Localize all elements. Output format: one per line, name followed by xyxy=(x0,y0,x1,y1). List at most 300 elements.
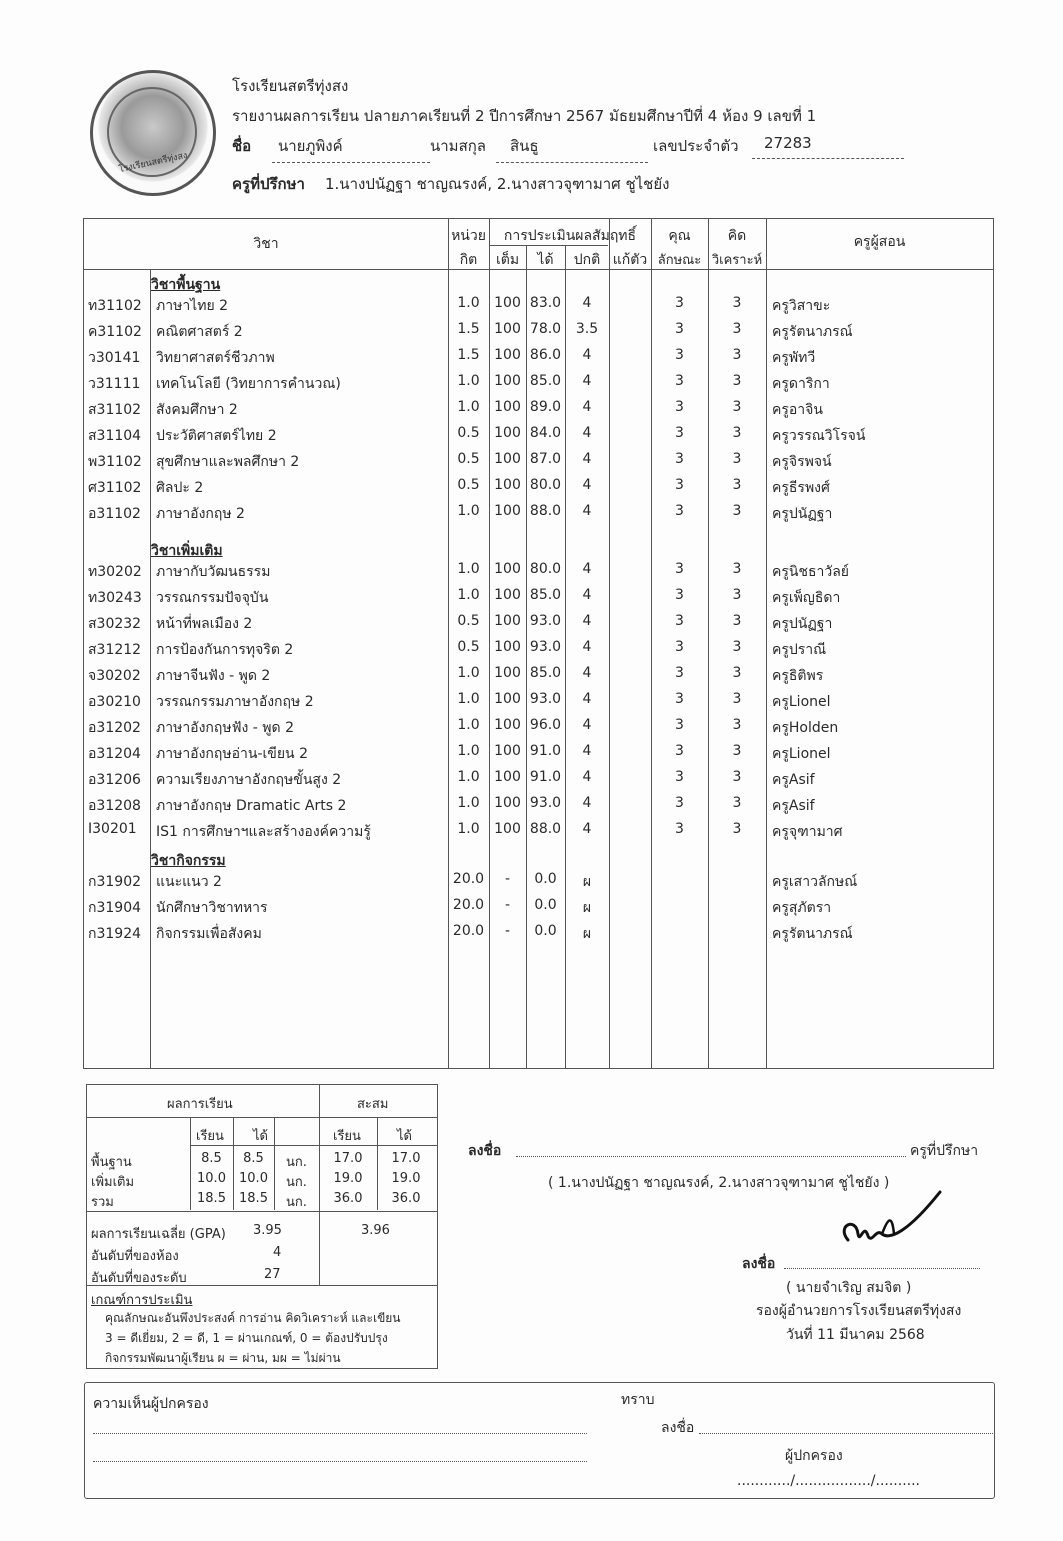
advisor-sign-label: ลงชื่อ xyxy=(468,1143,502,1159)
cell-code: ว30141 xyxy=(88,350,141,366)
criteria-line-2: 3 = ดีเยี่ยม, 2 = ดี, 1 = ผ่านเกณฑ์, 0 = ต้องปรับปรุง xyxy=(105,1331,388,1345)
summary-cell-label: เพิ่มเติม xyxy=(91,1175,135,1190)
summary-cell-acc_study: 17.0 xyxy=(333,1151,363,1166)
cell-name: สุขศึกษาและพลศึกษา 2 xyxy=(156,454,300,470)
cell-code: อ31208 xyxy=(88,798,141,814)
cell-grade: 4 xyxy=(582,477,592,493)
rank-level-value: 27 xyxy=(264,1267,281,1282)
cell-code: อ31202 xyxy=(88,720,141,736)
cell-teacher: ครูจิรพจน์ xyxy=(772,454,832,470)
header-assessment: การประเมินผลสัมฤทธิ์ xyxy=(503,228,637,244)
student-id-label: เลขประจำตัว xyxy=(653,137,739,155)
cell-char: 3 xyxy=(675,639,684,655)
cell-full: - xyxy=(504,923,511,939)
cell-char: 3 xyxy=(675,743,684,759)
cell-got: 88.0 xyxy=(529,821,562,837)
summary-acc-col-got: ได้ xyxy=(397,1129,412,1144)
summary-col-got: ได้ xyxy=(253,1129,268,1144)
parent-sign-line[interactable] xyxy=(699,1433,993,1434)
table-row xyxy=(84,321,993,345)
header-char-bottom: ลักษณะ xyxy=(657,253,702,268)
cell-full: 100 xyxy=(494,795,521,811)
table-row xyxy=(84,691,993,715)
cell-char: 3 xyxy=(675,821,684,837)
table-row xyxy=(84,373,993,397)
sign-date: วันที่ 11 มีนาคม 2568 xyxy=(786,1327,925,1343)
cell-full: 100 xyxy=(494,347,521,363)
cell-name: สังคมศึกษา 2 xyxy=(156,402,238,418)
cell-code: I30201 xyxy=(88,821,137,837)
cell-teacher: ครูสุภัตรา xyxy=(772,900,832,916)
summary-cell-acc_got: 17.0 xyxy=(391,1151,421,1166)
table-row xyxy=(84,743,993,767)
summary-cell-acc_study: 19.0 xyxy=(333,1171,363,1186)
cell-name: คณิตศาสตร์ 2 xyxy=(156,324,243,340)
cell-got: 83.0 xyxy=(529,295,562,311)
cell-grade: 4 xyxy=(582,639,592,655)
advisor-sign-line xyxy=(516,1156,906,1157)
cell-think: 3 xyxy=(732,743,742,759)
cell-name: ความเรียงภาษาอังกฤษขั้นสูง 2 xyxy=(156,772,342,788)
cell-code: ว31111 xyxy=(88,376,141,392)
header-char-top: คุณ xyxy=(668,228,691,244)
cell-unit: 1.0 xyxy=(457,795,480,811)
cell-think: 3 xyxy=(732,691,742,707)
cell-unit: 1.5 xyxy=(457,347,480,363)
cell-grade: 4 xyxy=(582,561,592,577)
cell-full: 100 xyxy=(494,821,521,837)
advisor-role: ครูที่ปรึกษา xyxy=(910,1143,979,1159)
parent-comment-label: ความเห็นผู้ปกครอง xyxy=(93,1396,209,1412)
header-unit-top: หน่วย xyxy=(451,228,486,244)
cell-think: 3 xyxy=(732,821,742,837)
header-think-bottom: วิเคราะห์ xyxy=(711,253,763,268)
cell-unit: 1.0 xyxy=(457,665,480,681)
cell-unit: 20.0 xyxy=(452,871,485,887)
cell-name: วิทยาศาสตร์ชีวภาพ xyxy=(156,350,275,366)
cell-full: 100 xyxy=(494,399,521,415)
cell-grade: 4 xyxy=(582,795,592,811)
cell-full: 100 xyxy=(494,639,521,655)
cell-code: ท30243 xyxy=(88,590,142,606)
cell-unit: 1.0 xyxy=(457,821,480,837)
cell-got: 85.0 xyxy=(529,587,562,603)
cell-grade: 4 xyxy=(582,769,592,785)
cell-full: 100 xyxy=(494,295,521,311)
cell-unit: 1.0 xyxy=(457,561,480,577)
cell-name: วรรณกรรมภาษาอังกฤษ 2 xyxy=(156,694,314,710)
cell-code: ท30202 xyxy=(88,564,142,580)
cell-name: กิจกรรมเพื่อสังคม xyxy=(156,926,262,942)
advisor-label: ครูที่ปรึกษา xyxy=(232,175,305,193)
cell-code: ก31902 xyxy=(88,874,142,890)
cell-unit: 0.5 xyxy=(457,425,480,441)
cell-unit: 0.5 xyxy=(457,613,480,629)
cell-unit: 1.0 xyxy=(457,373,480,389)
cell-unit: 0.5 xyxy=(457,477,480,493)
cell-unit: 20.0 xyxy=(452,897,485,913)
cell-teacher: ครูเสาวลักษณ์ xyxy=(772,874,858,890)
cell-char: 3 xyxy=(675,295,684,311)
school-name: โรงเรียนสตรีทุ่งสง xyxy=(232,77,349,95)
header-normal: ปกติ xyxy=(573,252,601,268)
summary-cell-unit: นก. xyxy=(286,1175,307,1190)
cell-name: แนะแนว 2 xyxy=(156,874,222,890)
surname-value: สินธู xyxy=(510,137,539,155)
summary-cell-study: 18.5 xyxy=(197,1191,226,1206)
cell-name: ภาษาอังกฤษฟัง - พูด 2 xyxy=(156,720,294,736)
cell-full: 100 xyxy=(494,691,521,707)
parent-sign-label: ลงชื่อ xyxy=(661,1420,695,1436)
cell-grade: 4 xyxy=(582,425,592,441)
summary-cell-acc_got: 19.0 xyxy=(391,1171,421,1186)
name-value: นายภูพิงค์ xyxy=(278,137,343,155)
cell-got: 0.0 xyxy=(534,923,557,939)
cell-teacher: ครูปนัฏฐา xyxy=(772,506,833,522)
table-row xyxy=(84,717,993,741)
cell-grade: 4 xyxy=(582,613,592,629)
criteria-line-1: คุณลักษณะอันพึงประสงค์ การอ่าน คิดวิเคราะห์ และเขียน xyxy=(105,1311,401,1325)
cell-name: ภาษากับวัฒนธรรม xyxy=(156,564,271,580)
cell-got: 88.0 xyxy=(529,503,562,519)
cell-grade: 4 xyxy=(582,821,592,837)
cell-code: จ30202 xyxy=(88,668,141,684)
cell-think: 3 xyxy=(732,347,742,363)
cell-unit: 1.0 xyxy=(457,717,480,733)
summary-col-study: เรียน xyxy=(196,1129,224,1144)
cell-grade: ผ xyxy=(582,874,592,890)
cell-got: 85.0 xyxy=(529,665,562,681)
id-dotline xyxy=(752,158,904,159)
cell-unit: 0.5 xyxy=(457,639,480,655)
cell-full: 100 xyxy=(494,769,521,785)
table-row xyxy=(84,425,993,449)
cell-teacher: ครูธิติพร xyxy=(772,668,824,684)
cell-full: 100 xyxy=(494,425,521,441)
cell-teacher: ครูรัตนาภรณ์ xyxy=(772,324,853,340)
cell-char: 3 xyxy=(675,477,684,493)
cell-char: 3 xyxy=(675,373,684,389)
cell-char: 3 xyxy=(675,425,684,441)
cell-code: ท31102 xyxy=(88,298,142,314)
summary-box xyxy=(86,1084,438,1369)
cell-got: 93.0 xyxy=(529,691,562,707)
deputy-sign-line xyxy=(784,1268,980,1269)
summary-cell-label: รวม xyxy=(91,1195,114,1210)
cell-full: 100 xyxy=(494,321,521,337)
cell-name: วรรณกรรมปัจจุบัน xyxy=(156,590,269,606)
table-row xyxy=(84,795,993,819)
gpa-label: ผลการเรียนเฉลี่ย (GPA) xyxy=(91,1227,226,1242)
summary-acc-col-study: เรียน xyxy=(333,1129,361,1144)
cell-unit: 1.0 xyxy=(457,295,480,311)
cell-code: ค31102 xyxy=(88,324,142,340)
cell-code: ก31924 xyxy=(88,926,142,942)
section-title-additional: วิชาเพิ่มเติม xyxy=(151,543,223,559)
advisor-names: ( 1.นางปนัฏฐา ชาญณรงค์, 2.นางสาวจุฑามาศ ชูไชยัง ) xyxy=(548,1175,890,1191)
cell-got: 91.0 xyxy=(529,743,562,759)
cell-got: 84.0 xyxy=(529,425,562,441)
cell-char: 3 xyxy=(675,451,684,467)
cell-full: 100 xyxy=(494,743,521,759)
cell-teacher: ครูดาริกา xyxy=(772,376,830,392)
cell-full: 100 xyxy=(494,613,521,629)
cell-grade: 4 xyxy=(582,295,592,311)
cell-char: 3 xyxy=(675,399,684,415)
parent-role: ผู้ปกครอง xyxy=(785,1448,843,1464)
cell-teacher: ครูวิสาขะ xyxy=(772,298,831,314)
cell-full: 100 xyxy=(494,477,521,493)
cell-code: อ31102 xyxy=(88,506,141,522)
cell-char: 3 xyxy=(675,587,684,603)
cell-think: 3 xyxy=(732,373,742,389)
summary-cell-label: พื้นฐาน xyxy=(91,1155,132,1170)
name-label: ชื่อ xyxy=(232,137,252,155)
rank-room-label: อันดับที่ของห้อง xyxy=(91,1249,179,1264)
header-full: เต็ม xyxy=(495,252,520,268)
cell-think: 3 xyxy=(732,321,742,337)
cell-teacher: ครูนิชธาวัลย์ xyxy=(772,564,850,580)
grade-table xyxy=(83,218,994,1069)
section-title-basic: วิชาพื้นฐาน xyxy=(151,277,221,293)
cell-grade: 3.5 xyxy=(575,321,599,337)
cell-grade: ผ xyxy=(582,900,592,916)
summary-cell-got: 18.5 xyxy=(239,1191,268,1206)
cell-think: 3 xyxy=(732,769,742,785)
table-row xyxy=(84,923,993,947)
table-row xyxy=(84,613,993,637)
cell-grade: 4 xyxy=(582,587,592,603)
cell-name: ภาษาจีนฟัง - พูด 2 xyxy=(156,668,271,684)
cell-grade: ผ xyxy=(582,926,592,942)
gpa-value: 3.95 xyxy=(253,1223,282,1238)
cell-full: 100 xyxy=(494,503,521,519)
cell-think: 3 xyxy=(732,613,742,629)
table-row xyxy=(84,871,993,895)
cell-got: 96.0 xyxy=(529,717,562,733)
cell-think: 3 xyxy=(732,587,742,603)
cell-think: 3 xyxy=(732,503,742,519)
cell-grade: 4 xyxy=(582,691,592,707)
table-row xyxy=(84,503,993,527)
cell-teacher: ครูLionel xyxy=(772,746,831,762)
cell-unit: 1.0 xyxy=(457,769,480,785)
cell-grade: 4 xyxy=(582,743,592,759)
cell-teacher: ครูรัตนาภรณ์ xyxy=(772,926,853,942)
cell-full: 100 xyxy=(494,561,521,577)
cell-got: 93.0 xyxy=(529,795,562,811)
cell-char: 3 xyxy=(675,321,684,337)
cell-char: 3 xyxy=(675,795,684,811)
cell-code: อ30210 xyxy=(88,694,141,710)
cell-name: ภาษาอังกฤษ Dramatic Arts 2 xyxy=(156,798,347,814)
cell-grade: 4 xyxy=(582,373,592,389)
cell-full: 100 xyxy=(494,451,521,467)
cell-code: ก31904 xyxy=(88,900,142,916)
cell-full: 100 xyxy=(494,717,521,733)
cell-think: 3 xyxy=(732,639,742,655)
header-corrected: แก้ตัว xyxy=(612,252,648,268)
summary-cell-acc_got: 36.0 xyxy=(391,1191,421,1206)
student-id-value: 27283 xyxy=(764,134,812,152)
cell-got: 0.0 xyxy=(534,897,557,913)
cell-teacher: ครูพัทวี xyxy=(772,350,816,366)
cell-grade: 4 xyxy=(582,347,592,363)
cell-think: 3 xyxy=(732,665,742,681)
cell-got: 78.0 xyxy=(529,321,562,337)
cell-think: 3 xyxy=(732,451,742,467)
header-subject: วิชา xyxy=(253,236,279,252)
cell-full: - xyxy=(504,871,511,887)
table-row xyxy=(84,769,993,793)
cell-teacher: ครูอาจิน xyxy=(772,402,823,418)
cell-name: หน้าที่พลเมือง 2 xyxy=(156,616,253,632)
cell-name: เทคโนโลยี (วิทยาการคำนวณ) xyxy=(156,376,341,392)
cell-full: - xyxy=(504,897,511,913)
cell-grade: 4 xyxy=(582,451,592,467)
cell-char: 3 xyxy=(675,347,684,363)
cell-think: 3 xyxy=(732,399,742,415)
summary-cell-acc_study: 36.0 xyxy=(333,1191,363,1206)
table-row xyxy=(84,587,993,611)
table-row xyxy=(84,399,993,423)
table-row xyxy=(84,639,993,663)
deputy-name: ( นายจำเริญ สมจิต ) xyxy=(786,1280,912,1296)
summary-cell-got: 8.5 xyxy=(243,1151,264,1166)
summary-cell-unit: นก. xyxy=(286,1195,307,1210)
cell-name: ภาษาไทย 2 xyxy=(156,298,229,314)
cell-code: ส30232 xyxy=(88,616,142,632)
cell-char: 3 xyxy=(675,717,684,733)
cell-code: ส31212 xyxy=(88,642,142,658)
cell-name: การป้องกันการทุจริต 2 xyxy=(156,642,294,658)
name-dotline xyxy=(272,162,430,163)
table-row xyxy=(84,561,993,585)
table-row xyxy=(84,295,993,319)
header-think-top: คิด xyxy=(727,228,747,244)
summary-result-title: ผลการเรียน xyxy=(167,1097,233,1112)
cell-got: 86.0 xyxy=(529,347,562,363)
cell-full: 100 xyxy=(494,373,521,389)
deputy-sign-label: ลงชื่อ xyxy=(742,1256,776,1272)
header-got: ได้ xyxy=(537,252,554,268)
cell-unit: 1.0 xyxy=(457,691,480,707)
cell-think: 3 xyxy=(732,561,742,577)
cell-name: ภาษาอังกฤษอ่าน-เขียน 2 xyxy=(156,746,308,762)
summary-cell-unit: นก. xyxy=(286,1155,307,1170)
cell-char: 3 xyxy=(675,613,684,629)
cell-grade: 4 xyxy=(582,399,592,415)
comment-line-1[interactable] xyxy=(93,1433,587,1434)
parent-date-line: ............/................./.......... xyxy=(737,1473,920,1489)
cell-unit: 1.0 xyxy=(457,743,480,759)
summary-cell-got: 10.0 xyxy=(239,1171,268,1186)
cell-char: 3 xyxy=(675,665,684,681)
cell-got: 93.0 xyxy=(529,639,562,655)
gpa-accum-value: 3.96 xyxy=(361,1223,390,1238)
rank-level-label: อันดับที่ของระดับ xyxy=(91,1271,187,1286)
table-row xyxy=(84,821,993,845)
cell-name: ประวัติศาสตร์ไทย 2 xyxy=(156,428,277,444)
cell-got: 0.0 xyxy=(534,871,557,887)
summary-cell-study: 8.5 xyxy=(201,1151,222,1166)
summary-accum-title: สะสม xyxy=(357,1097,389,1112)
cell-unit: 1.0 xyxy=(457,503,480,519)
cell-teacher: ครูปราณี xyxy=(772,642,827,658)
cell-unit: 1.0 xyxy=(457,399,480,415)
cell-char: 3 xyxy=(675,561,684,577)
cell-full: 100 xyxy=(494,665,521,681)
deputy-role: รองผู้อำนวยการโรงเรียนสตรีทุ่งสง xyxy=(756,1303,962,1319)
cell-unit: 1.5 xyxy=(457,321,480,337)
header-teacher: ครูผู้สอน xyxy=(853,234,906,250)
surname-label: นามสกุล xyxy=(430,137,486,155)
cell-think: 3 xyxy=(732,795,742,811)
cell-name: นักศึกษาวิชาทหาร xyxy=(156,900,268,916)
school-seal-logo xyxy=(90,70,216,196)
cell-got: 89.0 xyxy=(529,399,562,415)
cell-teacher: ครูวรรณวิโรจน์ xyxy=(772,428,866,444)
table-row xyxy=(84,347,993,371)
cell-grade: 4 xyxy=(582,503,592,519)
cell-name: IS1 การศึกษาฯและสร้างองค์ความรู้ xyxy=(156,824,371,840)
advisor-value: 1.นางปนัฏฐา ชาญณรงค์, 2.นางสาวจุฑามาศ ชูไชยัง xyxy=(325,175,670,193)
cell-think: 3 xyxy=(732,425,742,441)
cell-grade: 4 xyxy=(582,717,592,733)
cell-got: 87.0 xyxy=(529,451,562,467)
section-title-activity: วิชากิจกรรม xyxy=(151,853,226,869)
cell-think: 3 xyxy=(732,717,742,733)
table-row xyxy=(84,897,993,921)
cell-name: ภาษาอังกฤษ 2 xyxy=(156,506,245,522)
surname-dotline xyxy=(496,162,648,163)
header-unit-bottom: กิต xyxy=(459,252,478,268)
cell-code: ส31104 xyxy=(88,428,142,444)
cell-teacher: ครูจุฑามาศ xyxy=(772,824,843,840)
cell-grade: 4 xyxy=(582,665,592,681)
criteria-title: เกณฑ์การประเมิน xyxy=(91,1293,193,1308)
cell-name: ศิลปะ 2 xyxy=(156,480,204,496)
cell-char: 3 xyxy=(675,769,684,785)
cell-got: 93.0 xyxy=(529,613,562,629)
rank-room-value: 4 xyxy=(273,1245,282,1260)
cell-char: 3 xyxy=(675,503,684,519)
cell-code: อ31206 xyxy=(88,772,141,788)
deputy-signature xyxy=(828,1182,948,1262)
cell-code: ศ31102 xyxy=(88,480,142,496)
cell-code: ส31102 xyxy=(88,402,142,418)
comment-line-2[interactable] xyxy=(93,1461,587,1462)
cell-unit: 20.0 xyxy=(452,923,485,939)
cell-got: 80.0 xyxy=(529,561,562,577)
table-row xyxy=(84,477,993,501)
cell-think: 3 xyxy=(732,295,742,311)
cell-teacher: ครูAsif xyxy=(772,798,815,814)
cell-char: 3 xyxy=(675,691,684,707)
summary-cell-study: 10.0 xyxy=(197,1171,226,1186)
cell-full: 100 xyxy=(494,587,521,603)
cell-got: 85.0 xyxy=(529,373,562,389)
cell-teacher: ครูLionel xyxy=(772,694,831,710)
cell-teacher: ครูHolden xyxy=(772,720,839,736)
criteria-line-3: กิจกรรมพัฒนาผู้เรียน ผ = ผ่าน, มผ = ไม่ผ่าน xyxy=(105,1351,341,1365)
cell-teacher: ครูธีรพงศ์ xyxy=(772,480,830,496)
cell-teacher: ครูปนัฏฐา xyxy=(772,616,833,632)
parent-comment-box xyxy=(84,1382,995,1499)
cell-unit: 1.0 xyxy=(457,587,480,603)
cell-think: 3 xyxy=(732,477,742,493)
cell-unit: 0.5 xyxy=(457,451,480,467)
